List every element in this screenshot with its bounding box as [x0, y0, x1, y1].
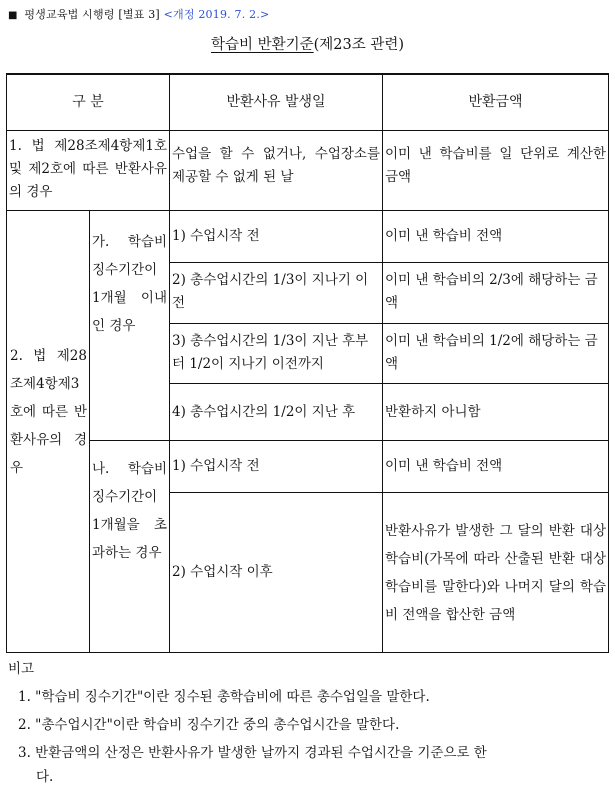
- notes-section: [8, 655, 608, 791]
- source-label: 평생교육법 시행령 [별표 3]: [24, 8, 160, 21]
- amendment-link[interactable]: <개정 2019. 7. 2.>: [163, 8, 270, 21]
- table-row: [7, 211, 609, 263]
- group-b-label: 나. 학습비 징수기간이 1개월을 초과하는 경우: [90, 441, 170, 653]
- table-row: [7, 441, 609, 493]
- note-item-2: 2. "총수업시간"이란 학습비 징수기간 중의 총수업시간을 말한다.: [18, 717, 400, 733]
- col-header-category: 구 분: [7, 74, 170, 131]
- table-header-row: [7, 74, 609, 131]
- col-header-amount: 반환금액: [383, 74, 609, 131]
- row1-amount: 이미 낸 학습비를 일 단위로 계산한 금액: [383, 131, 609, 211]
- title-related: (제23조 관련): [313, 37, 405, 53]
- group-a-label: 가. 학습비 징수기간이 1개월 이내인 경우: [90, 211, 170, 441]
- group-a-amount-1: 이미 낸 학습비 전액: [383, 211, 609, 263]
- note-item-1: 1. "학습비 징수기간"이란 징수된 총학습비에 따른 총수업일을 말한다.: [18, 689, 430, 705]
- document-header: [8, 6, 269, 22]
- row2-category: 2. 법 제28조제4항제3호에 따른 반환사유의 경우: [7, 211, 90, 653]
- col-header-reason: 반환사유 발생일: [170, 74, 383, 131]
- group-b-reason-2: 2) 수업시작 이후: [170, 493, 383, 653]
- group-b-reason-1: 1) 수업시작 전: [170, 441, 383, 493]
- title-main: 학습비 반환기준: [210, 37, 314, 53]
- table-row: [7, 131, 609, 211]
- group-a-amount-2: 이미 낸 학습비의 2/3에 해당하는 금액: [383, 263, 609, 324]
- group-b-amount-1: 이미 낸 학습비 전액: [383, 441, 609, 493]
- page-title: [0, 33, 615, 54]
- notes-heading: 비고: [8, 661, 35, 677]
- group-a-reason-2: 2) 총수업시간의 1/3이 지나기 이전: [170, 263, 383, 324]
- note-item-3: 3. 반환금액의 산정은 반환사유가 발생한 날까지 경과된 수업시간을 기준으로 한: [18, 745, 487, 761]
- refund-table: [6, 73, 609, 653]
- group-b-amount-2: 반환사유가 발생한 그 달의 반환 대상 학습비(가목에 따라 산출된 반환 대상 학습비를 말한다)와 나머지 달의 학습비 전액을 합산한 금액: [383, 493, 609, 653]
- row1-category: 1. 법 제28조제4항제1호 및 제2호에 따른 반환사유의 경우: [7, 131, 170, 211]
- group-a-amount-3: 이미 낸 학습비의 1/2에 해당하는 금액: [383, 324, 609, 384]
- square-bullet-icon: ■: [8, 10, 18, 21]
- group-a-amount-4: 반환하지 아니함: [383, 384, 609, 441]
- group-a-reason-1: 1) 수업시작 전: [170, 211, 383, 263]
- note-item-3-continuation: 다.: [36, 769, 54, 785]
- row1-reason: 수업을 할 수 없거나, 수업장소를 제공할 수 없게 된 날: [170, 131, 383, 211]
- group-a-reason-3: 3) 총수업시간의 1/3이 지난 후부터 1/2이 지나기 이전까지: [170, 324, 383, 384]
- group-a-reason-4: 4) 총수업시간의 1/2이 지난 후: [170, 384, 383, 441]
